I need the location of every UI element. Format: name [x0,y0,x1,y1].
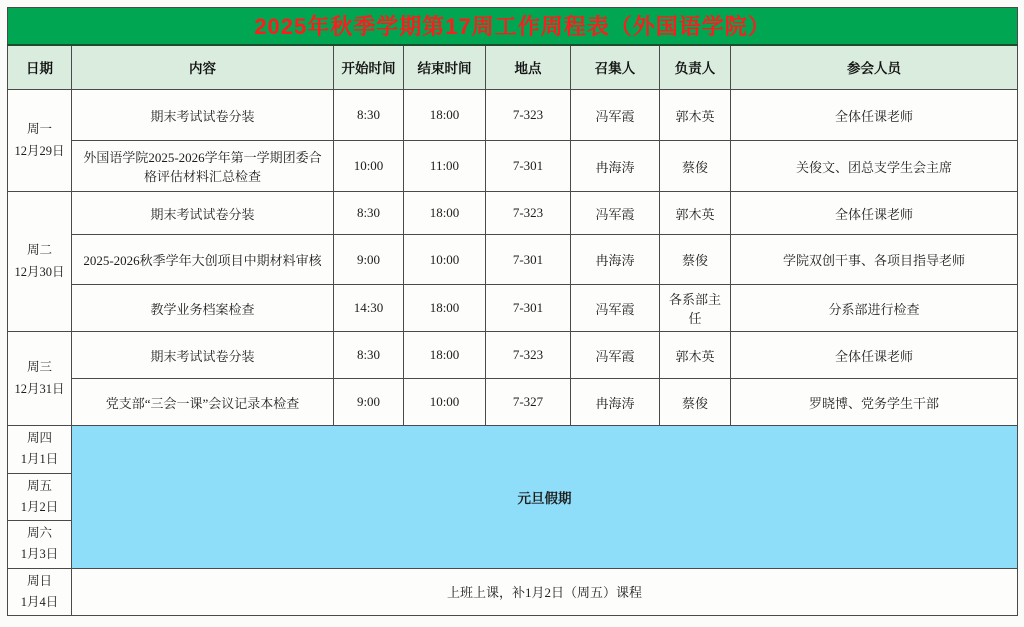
day-label: 周六 [26,526,52,540]
day-cell-friday [8,473,72,521]
col-header-participants: 参会人员 [731,45,1018,90]
event-end: 18:00 [404,332,486,379]
table-row [8,285,1018,332]
event-start: 8:30 [334,90,404,141]
day-label: 周一 [26,122,52,137]
event-participants: 全体任课老师 [731,90,1018,141]
event-start: 8:30 [334,192,404,235]
day-cell-monday [8,90,72,192]
event-end: 18:00 [404,192,486,235]
col-header-end-time: 结束时间 [404,45,486,90]
date-label: 12月29日 [14,143,65,158]
event-convener: 冉海涛 [571,235,660,285]
day-label: 周三 [26,360,52,375]
event-location: 7-327 [486,379,571,426]
day-label: 周二 [26,243,52,258]
event-location: 7-301 [486,285,571,332]
event-end: 10:00 [404,379,486,426]
day-cell-saturday [8,521,72,569]
table-row [8,332,1018,379]
event-end: 11:00 [404,141,486,192]
event-convener: 冉海涛 [571,379,660,426]
event-end: 18:00 [404,90,486,141]
table-row [8,426,1018,474]
event-content: 教学业务档案检查 [72,285,334,332]
col-header-location: 地点 [486,45,571,90]
event-participants: 罗晓博、党务学生干部 [731,379,1018,426]
header-row [8,45,1018,90]
event-start: 10:00 [334,141,404,192]
table-row [8,235,1018,285]
date-label: 1月3日 [20,547,59,562]
event-participants: 学院双创干事、各项目指导老师 [731,235,1018,285]
col-header-start-time: 开始时间 [334,45,404,90]
date-label: 1月2日 [20,499,59,514]
date-label: 12月31日 [14,381,65,396]
event-content: 期末考试试卷分装 [72,332,334,379]
date-label: 12月30日 [14,264,65,279]
event-lead: 郭木英 [660,192,731,235]
holiday-cell: 元旦假期 [72,426,1018,569]
day-label: 周四 [26,431,52,445]
schedule-table [7,7,1018,616]
col-header-date: 日期 [8,45,72,90]
table-row [8,90,1018,141]
event-participants: 全体任课老师 [731,332,1018,379]
event-convener: 冯军霞 [571,285,660,332]
date-label: 1月4日 [20,594,59,609]
day-cell-thursday [8,426,72,474]
event-content: 期末考试试卷分装 [72,90,334,141]
event-convener: 冉海涛 [571,141,660,192]
event-lead: 郭木英 [660,90,731,141]
table-row [8,192,1018,235]
col-header-content: 内容 [72,45,334,90]
event-participants: 分系部进行检查 [731,285,1018,332]
event-convener: 冯军霞 [571,332,660,379]
schedule-page [7,7,1017,616]
day-label: 周五 [26,478,52,493]
event-location: 7-323 [486,90,571,141]
title-row [8,8,1018,45]
col-header-convener: 召集人 [571,45,660,90]
event-location: 7-323 [486,192,571,235]
day-cell-wednesday [8,332,72,426]
event-content: 党支部“三会一课”会议记录本检查 [72,379,334,426]
event-start: 14:30 [334,285,404,332]
event-start: 9:00 [334,379,404,426]
event-lead: 各系部主任 [660,285,731,332]
event-lead: 蔡俊 [660,141,731,192]
event-convener: 冯军霞 [571,192,660,235]
table-row [8,379,1018,426]
event-start: 8:30 [334,332,404,379]
event-content: 期末考试试卷分装 [72,192,334,235]
event-location: 7-301 [486,235,571,285]
table-row [8,568,1018,616]
event-location: 7-301 [486,141,571,192]
table-row [8,141,1018,192]
event-content: 外国语学院2025-2026学年第一学期团委合格评估材料汇总检查 [72,141,334,192]
event-start: 9:00 [334,235,404,285]
day-cell-tuesday [8,192,72,332]
event-lead: 蔡俊 [660,379,731,426]
event-end: 10:00 [404,235,486,285]
event-lead: 蔡俊 [660,235,731,285]
event-participants: 全体任课老师 [731,192,1018,235]
page-title: 2025年秋季学期第17周工作周程表（外国语学院） [8,8,1018,45]
col-header-lead: 负责人 [660,45,731,90]
event-location: 7-323 [486,332,571,379]
event-content: 2025-2026秋季学年大创项目中期材料审核 [72,235,334,285]
sunday-note-cell: 上班上课，补1月2日（周五）课程 [72,568,1018,616]
event-lead: 郭木英 [660,332,731,379]
event-participants: 关俊文、团总支学生会主席 [731,141,1018,192]
day-cell-sunday [8,568,72,616]
event-end: 18:00 [404,285,486,332]
event-convener: 冯军霞 [571,90,660,141]
date-label: 1月1日 [20,452,59,467]
day-label: 周日 [26,573,52,588]
